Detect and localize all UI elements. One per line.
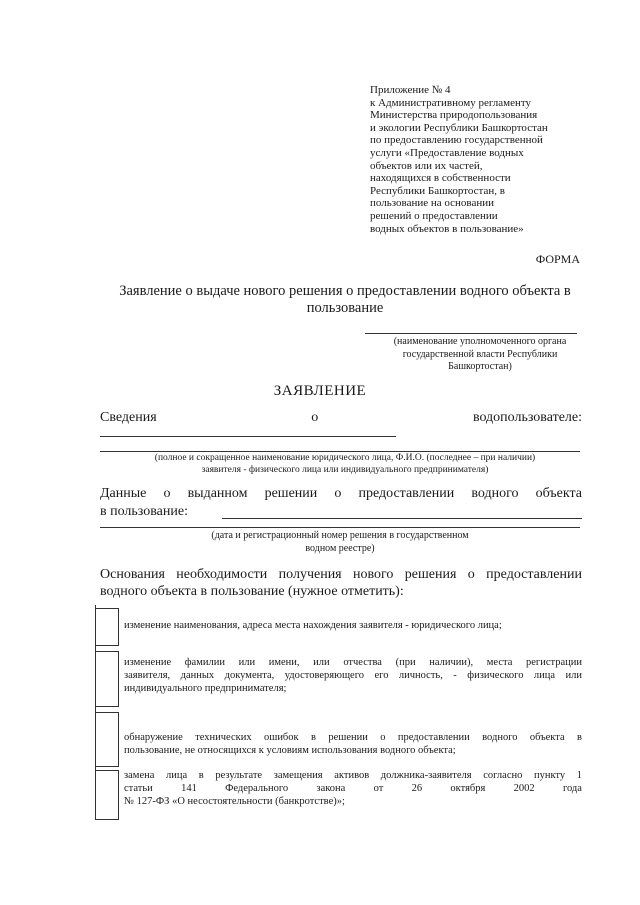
option-word: 26 [411,783,423,794]
title-line-1: Заявление о выдаче нового решения о предоставлении водного объекта в [119,283,571,299]
option-1-checkbox[interactable] [95,608,119,646]
appendix-line: объектов или их частей, [370,159,483,172]
label-word: Сведения [100,410,157,425]
grounds-heading [100,566,582,600]
appendix-line: водных объектов в пользование» [370,222,524,235]
option-line: обнаружение технических ошибок в решении о предоставлении водного объекта в [124,732,582,743]
appendix-block [370,84,600,235]
option-line: изменение наименования, адреса места нахождения заявителя - юридического лица; [124,620,502,631]
option-line: пользование, не относящихся к условиям использования водного объекта; [124,745,456,756]
decision-caption-line: водном реестре) [305,542,375,554]
option-word: статьи [124,783,153,794]
grounds-heading-line: Основания необходимости получения нового решения о предоставлении [100,567,582,582]
label-word: предоставлении [358,486,455,501]
label-word: о [163,486,171,501]
appendix-line: Республики Башкортостан, в [370,184,505,197]
option-word: закона [316,783,346,794]
option-word: от [373,783,384,794]
option-line: замена лица в результате замещения активов должника-заявителя согласно пункту 1 [124,770,582,781]
water-user-caption [110,452,580,476]
authority-caption [360,336,600,374]
option-line: заявителя, данных документа, удостоверяющего его личность, - физического лица или [124,670,582,681]
option-word: октября [450,783,486,794]
label-word: о [311,410,319,425]
option-4-text [124,769,582,808]
option-line: индивидуального предпринимателя; [124,683,287,694]
appendix-line: к Административному регламенту [370,96,532,109]
decision-label [100,486,582,502]
option-word: Федерального [225,783,289,794]
appendix-line: пользование на основании [370,197,495,210]
authority-caption-line: (наименование уполномоченного органа [393,336,567,347]
decision-label-line-2: в пользование: [100,504,188,519]
appendix-line: и экологии Республики Башкортостан [370,121,548,134]
water-user-label [100,410,582,426]
water-user-caption-line: (полное и сокращенное наименование юридического лица, Ф.И.О. (последнее – при наличии) [154,453,536,463]
grounds-heading-line: водного объекта в пользование (нужное отметить): [100,584,404,599]
appendix-line: по предоставлению государственной [370,134,543,147]
application-heading: ЗАЯВЛЕНИЕ [273,383,367,399]
option-3-checkbox[interactable] [95,712,119,767]
decision-caption-line: (дата и регистрационный номер решения в государственном [211,530,469,541]
appendix-line: Приложение № 4 [370,84,451,96]
decision-caption [170,530,510,555]
option-1-text [124,619,582,632]
option-word: 141 [181,783,197,794]
title-line-2: пользование [306,300,384,316]
water-user-field-1[interactable] [100,436,396,437]
label-word: выданном [187,486,248,501]
option-line: № 127-ФЗ «О несостоятельности (банкротстве)»; [124,796,345,807]
appendix-line: решений о предоставлении [370,209,498,222]
label-word: водного [471,486,519,501]
form-label: ФОРМА [535,252,580,266]
option-2-text [124,656,582,695]
water-user-caption-line: заявителя - физического лица или индивидуального предпринимателя) [201,465,489,475]
label-word: решении [264,486,318,501]
appendix-line: услуги «Предоставление водных [370,146,524,159]
decision-field-1[interactable] [222,518,582,519]
decision-field-2[interactable] [100,527,580,528]
option-3-text [124,731,582,757]
option-word: года [562,783,582,794]
authority-caption-line: государственной власти Республики [402,348,558,360]
label-word: объекта [535,486,582,501]
document-title [100,283,590,317]
label-word: водопользователе: [472,410,582,425]
authority-name-field[interactable] [365,333,577,334]
label-word: Данные [100,486,147,501]
appendix-line: находящихся в собственности [370,172,511,185]
authority-caption-line: Башкортостан) [448,361,512,372]
option-word: 2002 [513,783,535,794]
option-line [124,782,582,795]
appendix-line: Министерства природопользования [370,109,538,122]
option-4-checkbox[interactable] [95,770,119,820]
option-2-checkbox[interactable] [95,651,119,707]
label-word: о [334,486,342,501]
option-line: изменение фамилии или имени, или отчества (при наличии), места регистрации [124,657,582,668]
